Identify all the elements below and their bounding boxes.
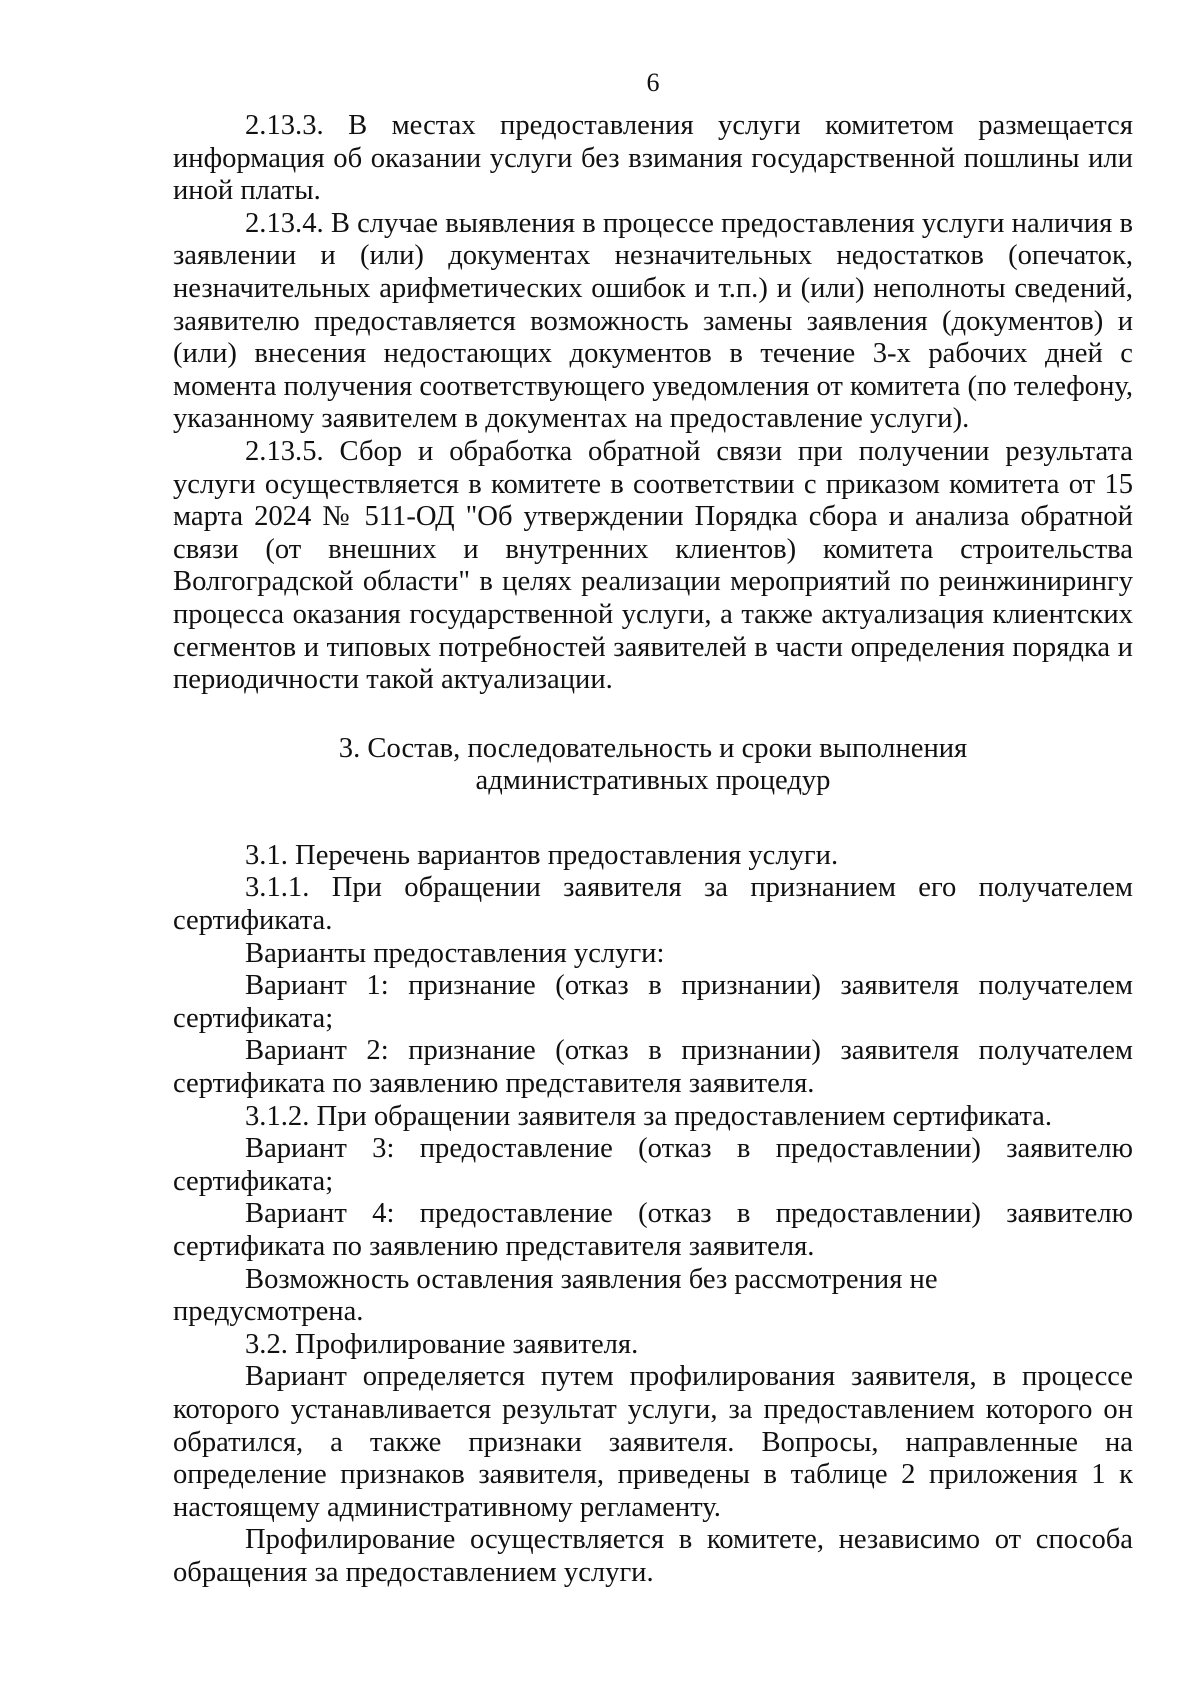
paragraph-3-1-2: 3.1.2. При обращении заявителя за предоставлением сертификата. [245, 1100, 1053, 1132]
document-page [173, 68, 1133, 1590]
paragraph-2-13-3: 2.13.3. В местах предоставления услуги комитетом размещается информация об оказании услуги без взимания государственной пошлины или иной платы. [173, 110, 1133, 207]
section-3-heading [173, 733, 1133, 798]
paragraph-3-2: 3.2. Профилирование заявителя. [245, 1328, 639, 1360]
paragraph-profiling-location: Профилирование осуществляется в комитете, независимо от способа обращения за предоставлением услуги. [173, 1524, 1133, 1588]
paragraph-3-1: 3.1. Перечень вариантов предоставления услуги. [245, 839, 839, 871]
paragraph-2-13-5: 2.13.5. Сбор и обработка обратной связи при получении результата услуги осуществляется в комитете в соответствии с приказом комитета от 15 марта 2024 № 511-ОД "Об утверждении Порядка сбора и анализа обратной связи (от внешних и внутренних клиентов) комитета строительства Волгоградской области" в целях реализации мероприятий по реинжинирингу процесса оказания государственной услуги, а также актуализация клиентских сегментов и типовых потребностей заявителей в части определения порядка и периодичности такой актуализации. [173, 435, 1133, 696]
paragraph-3-1-1: 3.1.1. При обращении заявителя за признанием его получателем сертификата. [173, 872, 1133, 937]
paragraph-variant-4: Вариант 4: предоставление (отказ в предоставлении) заявителю сертификата по заявлению представителя заявителя. [173, 1198, 1133, 1262]
page-number: 6 [646, 68, 660, 97]
paragraph-2-13-4: 2.13.4. В случае выявления в процессе предоставления услуги наличия в заявлении и (или) документах незначительных недостатков (опечаток, незначительных арифметических ошибок и т.п.) и (или) неполноты сведений, заявителю предоставляется возможность замены заявления (документов) и (или) внесения недостающих документов в течение 3-х рабочих дней с момента получения соответствующего уведомления от комитета (по телефону, указанному заявителем в документах на предоставление услуги). [173, 207, 1133, 435]
paragraph-variant-1: Вариант 1: признание (отказ в признании) заявителя получателем сертификата; [173, 970, 1133, 1034]
paragraph-variant-3: Вариант 3: предоставление (отказ в предоставлении) заявителю сертификата; [173, 1133, 1133, 1197]
section-3-heading-line-1: 3. Состав, последовательность и сроки выполнения [338, 732, 968, 764]
section-3-heading-line-2: административных процедур [475, 765, 831, 797]
paragraph-no-rejection: Возможность оставления заявления без рассмотрения не предусмотрена. [173, 1263, 938, 1328]
paragraph-variant-2: Вариант 2: признание (отказ в признании) заявителя получателем сертификата по заявлению представителя заявителя. [173, 1035, 1133, 1100]
paragraph-variants-intro: Варианты предоставления услуги: [245, 937, 665, 969]
paragraph-profiling-description: Вариант определяется путем профилирования заявителя, в процессе которого устанавливается результат услуги, за предоставлением которого он обратился, а также признаки заявителя. Вопросы, направленные на определение признаков заявителя, приведены в таблице 2 приложения 1 к настоящему административному регламенту. [173, 1361, 1133, 1523]
